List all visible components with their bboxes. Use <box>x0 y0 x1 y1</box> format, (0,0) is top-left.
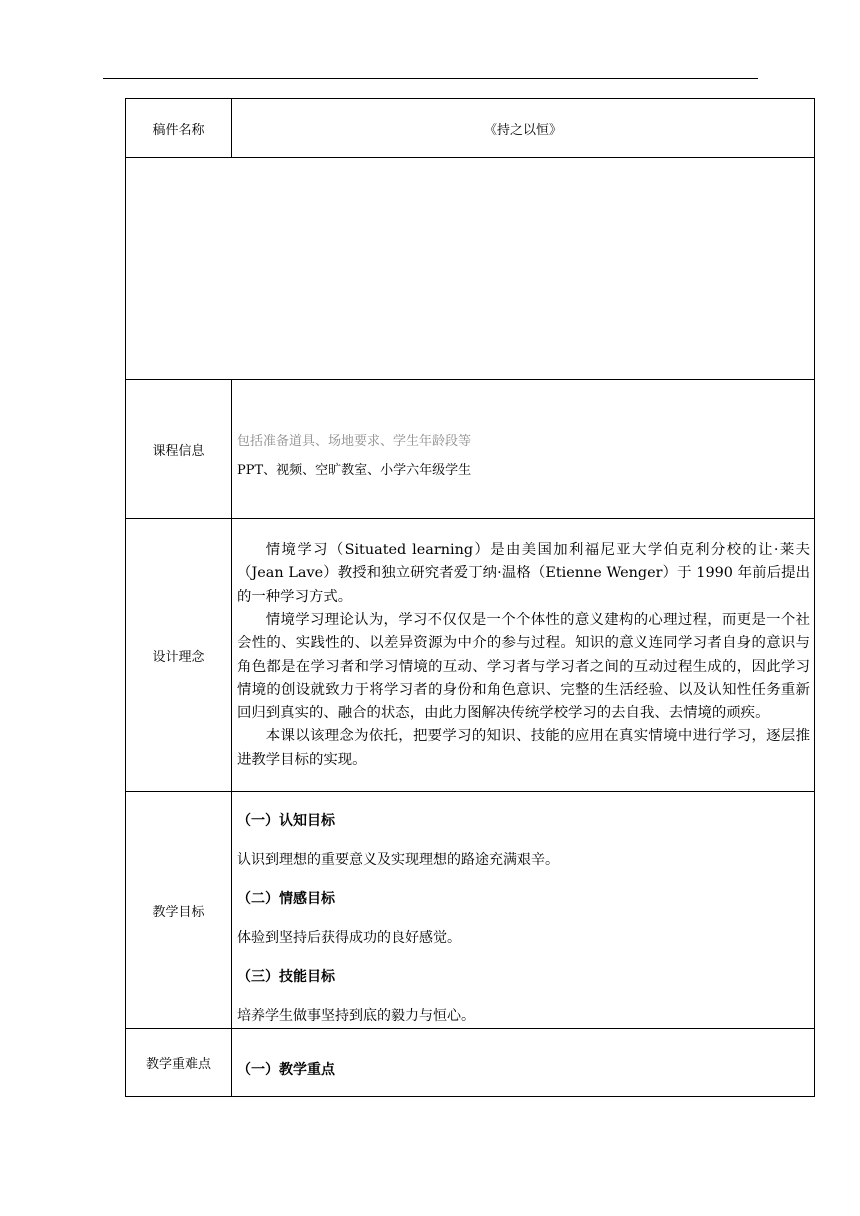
design-paragraph: 情境学习（Situated learning）是由美国加利福尼亚大学伯克利分校的让·莱夫（Jean Lave）教授和独立研究者爱丁纳·温格（Etienne Wenger）于 1990 年前后提出的一种学习方式。 <box>237 542 810 605</box>
goal-text-cognitive: 认识到理想的重要意义及实现理想的路途充满艰辛。 <box>237 851 559 868</box>
goal-heading-emotional: （二）情感目标 <box>237 890 335 907</box>
label-design-concept: 设计理念 <box>126 519 232 792</box>
table-row-teaching-goals <box>126 792 815 1029</box>
lesson-plan-table <box>125 98 815 1097</box>
key-point-heading: （一）教学重点 <box>237 1062 335 1078</box>
table-row-blank <box>126 158 815 380</box>
table-row-key-points <box>126 1029 815 1097</box>
manuscript-title-cell <box>232 99 815 158</box>
goal-heading-skill: （三）技能目标 <box>237 968 335 985</box>
label-key-points: 教学重难点 <box>126 1029 232 1097</box>
label-manuscript-name: 稿件名称 <box>126 99 232 158</box>
course-info-cell <box>232 380 815 519</box>
goal-text-skill: 培养学生做事坚持到底的毅力与恒心。 <box>237 1007 475 1024</box>
key-points-cell <box>232 1029 815 1097</box>
label-teaching-goals: 教学目标 <box>126 792 232 1029</box>
course-info-text: PPT、视频、空旷教室、小学六年级学生 <box>237 463 472 478</box>
goal-heading-cognitive: （一）认知目标 <box>237 812 335 829</box>
manuscript-title: 《持之以恒》 <box>483 122 562 138</box>
table-row-design-concept <box>126 519 815 792</box>
table-row-course-info <box>126 380 815 519</box>
design-concept-cell <box>232 519 815 792</box>
design-paragraph: 情境学习理论认为，学习不仅仅是一个个体性的意义建构的心理过程，而更是一个社会性的、实践性的、以差异资源为中介的参与过程。知识的意义连同学习者自身的意识与角色都是在学习者和学习情境的互动、学习者与学习者之间的互动过程生成的，因此学习情境的创设就致力于将学习者的身份和角色意识、完整的生活经验、以及认知性任务重新回归到真实的、融合的状态，由此力图解决传统学校学习的去自我、去情境的顽疾。 <box>237 611 810 722</box>
teaching-goals-cell <box>232 792 815 1029</box>
goal-text-emotional: 体验到坚持后获得成功的良好感觉。 <box>237 929 461 946</box>
table-row-title <box>126 99 815 158</box>
label-course-info: 课程信息 <box>126 380 232 519</box>
header-rule <box>103 78 758 79</box>
course-info-hint: 包括准备道具、场地要求、学生年龄段等 <box>237 434 472 449</box>
blank-cell <box>126 158 815 380</box>
design-paragraph: 本课以该理念为依托，把要学习的知识、技能的应用在真实情境中进行学习，逐层推进教学目标的实现。 <box>237 728 810 768</box>
